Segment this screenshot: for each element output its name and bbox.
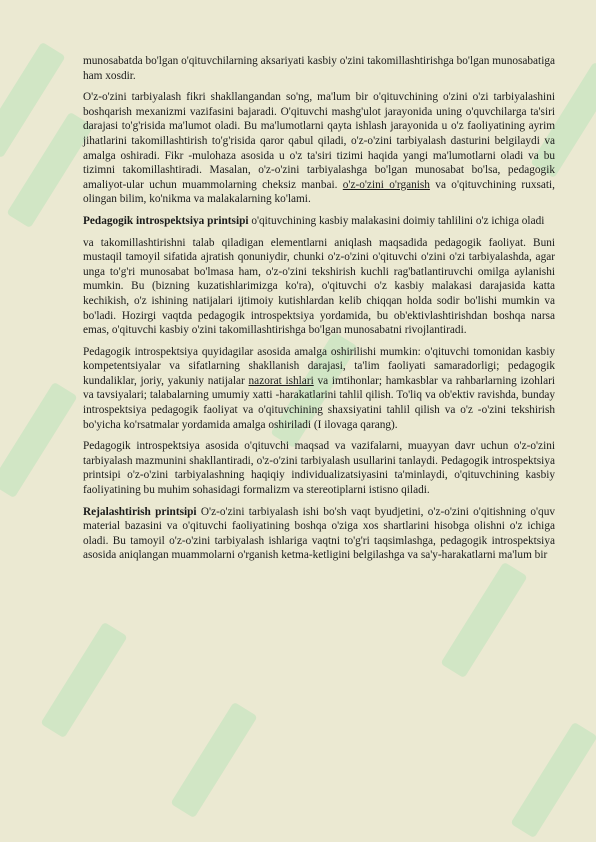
paragraph-text: O'z-o'zini tarbiyalash fikri shakllangandan so'ng, ma'lum bir o'qituvchining o'zini o'zi tarbiyalashini boshqarish mexanizmi vazifasini bajaradi. O'qituvchi mashg'ulot jarayonida uning o'quvchilarga ta'siri darajasi to'g'risida ma'lumot oladi. Bu ma'lumotlarni qayta ishlash jarayonida u o'z faoliyatining ayrim jihatlarini takomillashtirish to'g'risida qaror qabul qiladi, o'z-o'zini tarbiyalash dasturini belgilaydi va amalga oshiradi. Fikr -mulohaza asosida u o'z ta'siri tizimi haqida yangi ma'lumotlarni oladi va bu tizimni takomillashtiradi. Masalan, o'z-o'zini tarbiyalashga bo'lgan munosabat bo'lsa, pedagogik amaliyot-ular uchun muammolarning cheksiz manbai.	[83, 91, 555, 191]
paragraph-text: va o'qituvchining ruxsati, olingan bilim, ko'nikma va malakalarning ko'lami.	[83, 178, 555, 206]
paragraph-text: o'qituvchining kasbiy malakasini doimiy tahlilini o'z ichiga oladi	[248, 214, 545, 227]
watermark-stroke	[170, 702, 257, 819]
paragraph-text: O'z-o'zini tarbiyalash ishi bo'sh vaqt byudjetini, o'z-o'zini o'qitishning o'quv material bazasini va o'qituvchi faoliyatining boshqa o'ziga xos shartlarini hisobga olishni o'z ichiga oladi. Bu tamoyil o'z-o'zini tarbiyalash ishlariga vaqtni to'g'ri taqsimlashga, pedagogik introspektsiya asosida aniqlangan muammolarni o'rganish ketma-ketligini belgilashga va sa'y-harakatlarni ma'lum bir	[83, 505, 555, 562]
underlined-text: nazorat ishlari	[248, 374, 314, 387]
paragraph	[83, 236, 555, 338]
paragraph-text: va imtihonlar; hamkasblar va rahbarlarning izohlari va tavsiyalari; talabalarning umumiy xatti -harakatlarini tahlil qilish. To'liq va ob'ektiv ravishda, bunday introspektsiya pedagogik faoliyat va o'qituvchining shaxsiyatini tahlil qilish va o'z -o'zini tekshirish bo'yicha ko'rsatmalar yordamida amalga oshiriladi (I ilovaga qarang).	[83, 374, 555, 431]
watermark-stroke	[440, 562, 527, 679]
paragraph	[83, 90, 555, 207]
watermark-stroke	[510, 722, 596, 839]
bold-term: Pedagogik introspektsiya printsipi	[83, 214, 249, 227]
watermark-stroke	[0, 382, 78, 499]
paragraph	[83, 439, 555, 497]
watermark-stroke	[40, 622, 127, 739]
underlined-text: o'z-o'zini o'rganish	[342, 178, 430, 191]
paragraph-text: va takomillashtirishni talab qiladigan elementlarni aniqlash maqsadida pedagogik faoliyat. Buni mustaqil tamoyil sifatida ajratish qonuniydir, chunki o'z-o'zini o'qituvchi o'zini o'zi tarbiyalashda, agar unga to'g'ri munosabat bo'lmasa ham, o'z-o'zini tekshirish kuchli rag'batlantiruvchi omilga aylanishi mumkin. Bu (bizning kuzatishlarimizga ko'ra), o'qituvchi o'z kasbiy malakasi darajasida katta kechikish, o'z ishining natijalari ijtimoiy kutishlardan kelib chiqqan holda sodir bo'lishi mumkin va bo'ladi. Hozirgi vaqtda pedagogik introspektsiya yordamida, bu ob'ektivlashtirishdan boshqa narsa emas, o'qituvchi kasbiy o'zini takomillashtirishga bo'lgan munosabatni rivojlantiradi.	[83, 236, 555, 337]
paragraph	[83, 214, 555, 229]
paragraph	[83, 345, 555, 433]
paragraph	[83, 54, 555, 83]
document-body	[83, 54, 555, 570]
bold-term: Rejalashtirish printsipi	[83, 505, 197, 518]
paragraph-text: Pedagogik introspektsiya quyidagilar asosida amalga oshirilishi mumkin: o'qituvchi tomonidan kasbiy kompetentsiyalar va sifatlarning shakllanish darajasi, ta'lim faoliyati samaradorligi; pedagogik kundaliklar, joriy, yakuniy natijalar	[83, 345, 555, 387]
paragraph	[83, 505, 555, 563]
paragraph-text: munosabatda bo'lgan o'qituvchilarning aksariyati kasbiy o'zini takomillashtirishga bo'lgan munosabatiga ham xosdir.	[83, 55, 555, 82]
paragraph-text: Pedagogik introspektsiya asosida o'qituvchi maqsad va vazifalarni, muayyan davr uchun o'z-o'zini tarbiyalash mazmunini shakllantiradi, o'z-o'zini tarbiyalash usullarini tanlaydi. Pedagogik introspektsiya printsipi o'z-o'zini tarbiyalashning haqiqiy individualizatsiyasini ta'minlaydi, o'qituvchining kasbiy faoliyatining bu muhim sohasidagi formalizm va stereotiplarni istisno qiladi.	[83, 440, 555, 497]
